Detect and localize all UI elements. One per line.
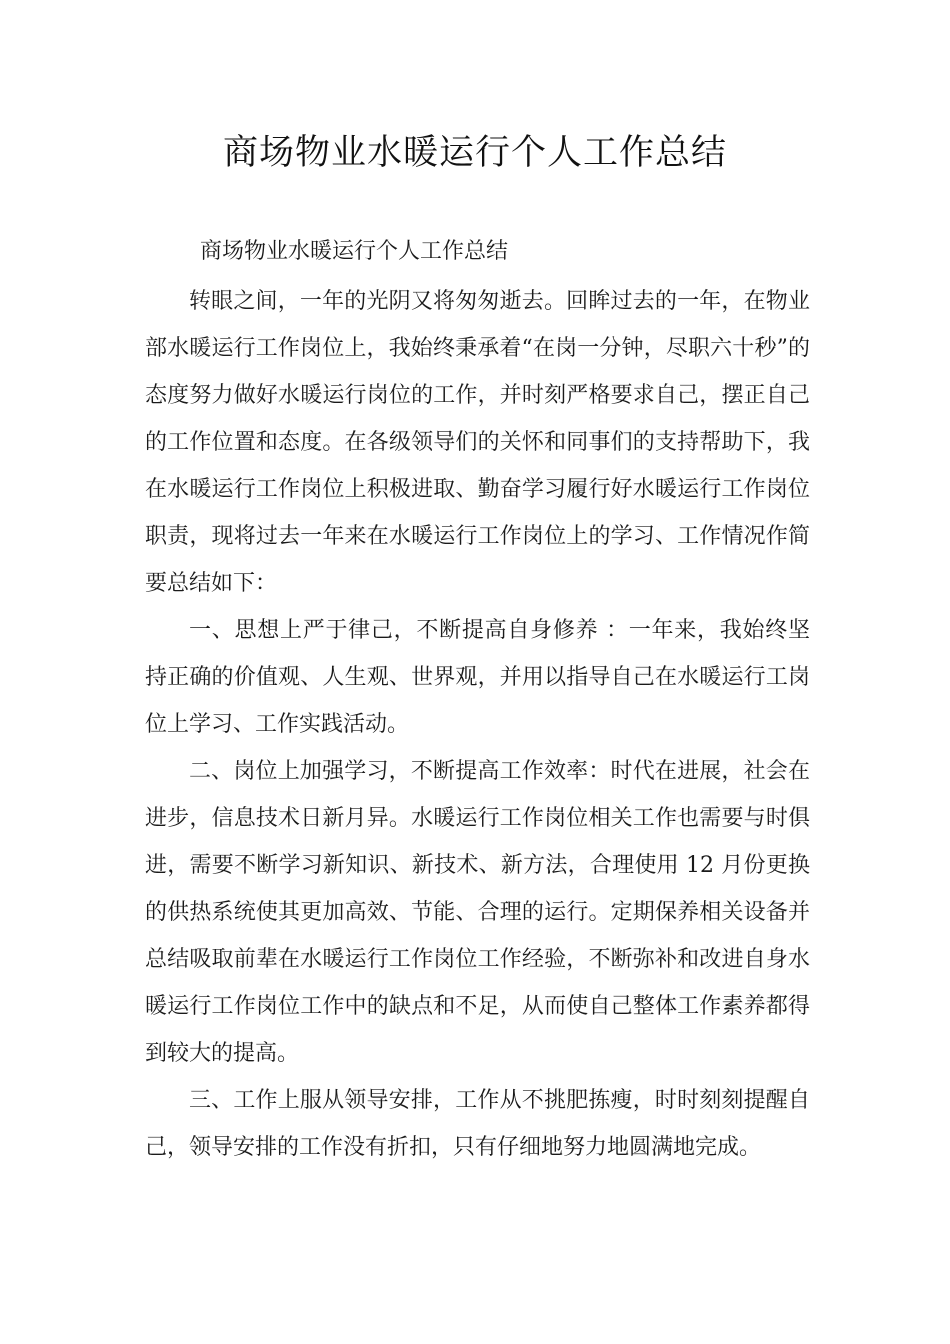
document-title: 商场物业水暖运行个人工作总结 bbox=[222, 133, 727, 173]
document-body bbox=[145, 228, 810, 1171]
paragraph-section-3: 三、工作上服从领导安排，工作从不挑肥拣瘦，时时刻刻提醒自己，领导安排的工作没有折扣，只有仔细地努力地圆满地完成。 bbox=[145, 1088, 810, 1160]
paragraph-intro: 转眼之间，一年的光阴又将匆匆逝去。回眸过去的一年，在物业部水暖运行工作岗位上，我始终秉承着“在岗一分钟，尽职六十秒”的态度努力做好水暖运行岗位的工作，并时刻严格要求自己，摆正自己的工作位置和态度。在各级领导们的关怀和同事们的支持帮助下，我在水暖运行工作岗位上积极进取、勤奋学习履行好水暖运行工作岗位职责，现将过去一年来在水暖运行工作岗位上的学习、工作情况作简要总结如下： bbox=[145, 289, 810, 596]
paragraph-section-2: 二、岗位上加强学习，不断提高工作效率：时代在进展，社会在进步，信息技术日新月异。水暖运行工作岗位相关工作也需要与时俱进，需要不断学习新知识、新技术、新方法，合理使用 12 月份更换的供热系统使其更加高效、节能、合理的运行。定期保养相关设备并总结吸取前辈在水暖运行工作岗位工作经验，不断弥补和改进自身水暖运行工作岗位工作中的缺点和不足，从而使自己整体工作素养都得到较大的提高。 bbox=[145, 759, 810, 1066]
paragraph-section-1: 一、思想上严于律己，不断提高自身修养 ：一年来，我始终坚持正确的价值观、人生观、世界观，并用以指导自己在水暖运行工岗位上学习、工作实践活动。 bbox=[145, 618, 810, 737]
document-subtitle: 商场物业水暖运行个人工作总结 bbox=[200, 239, 509, 264]
